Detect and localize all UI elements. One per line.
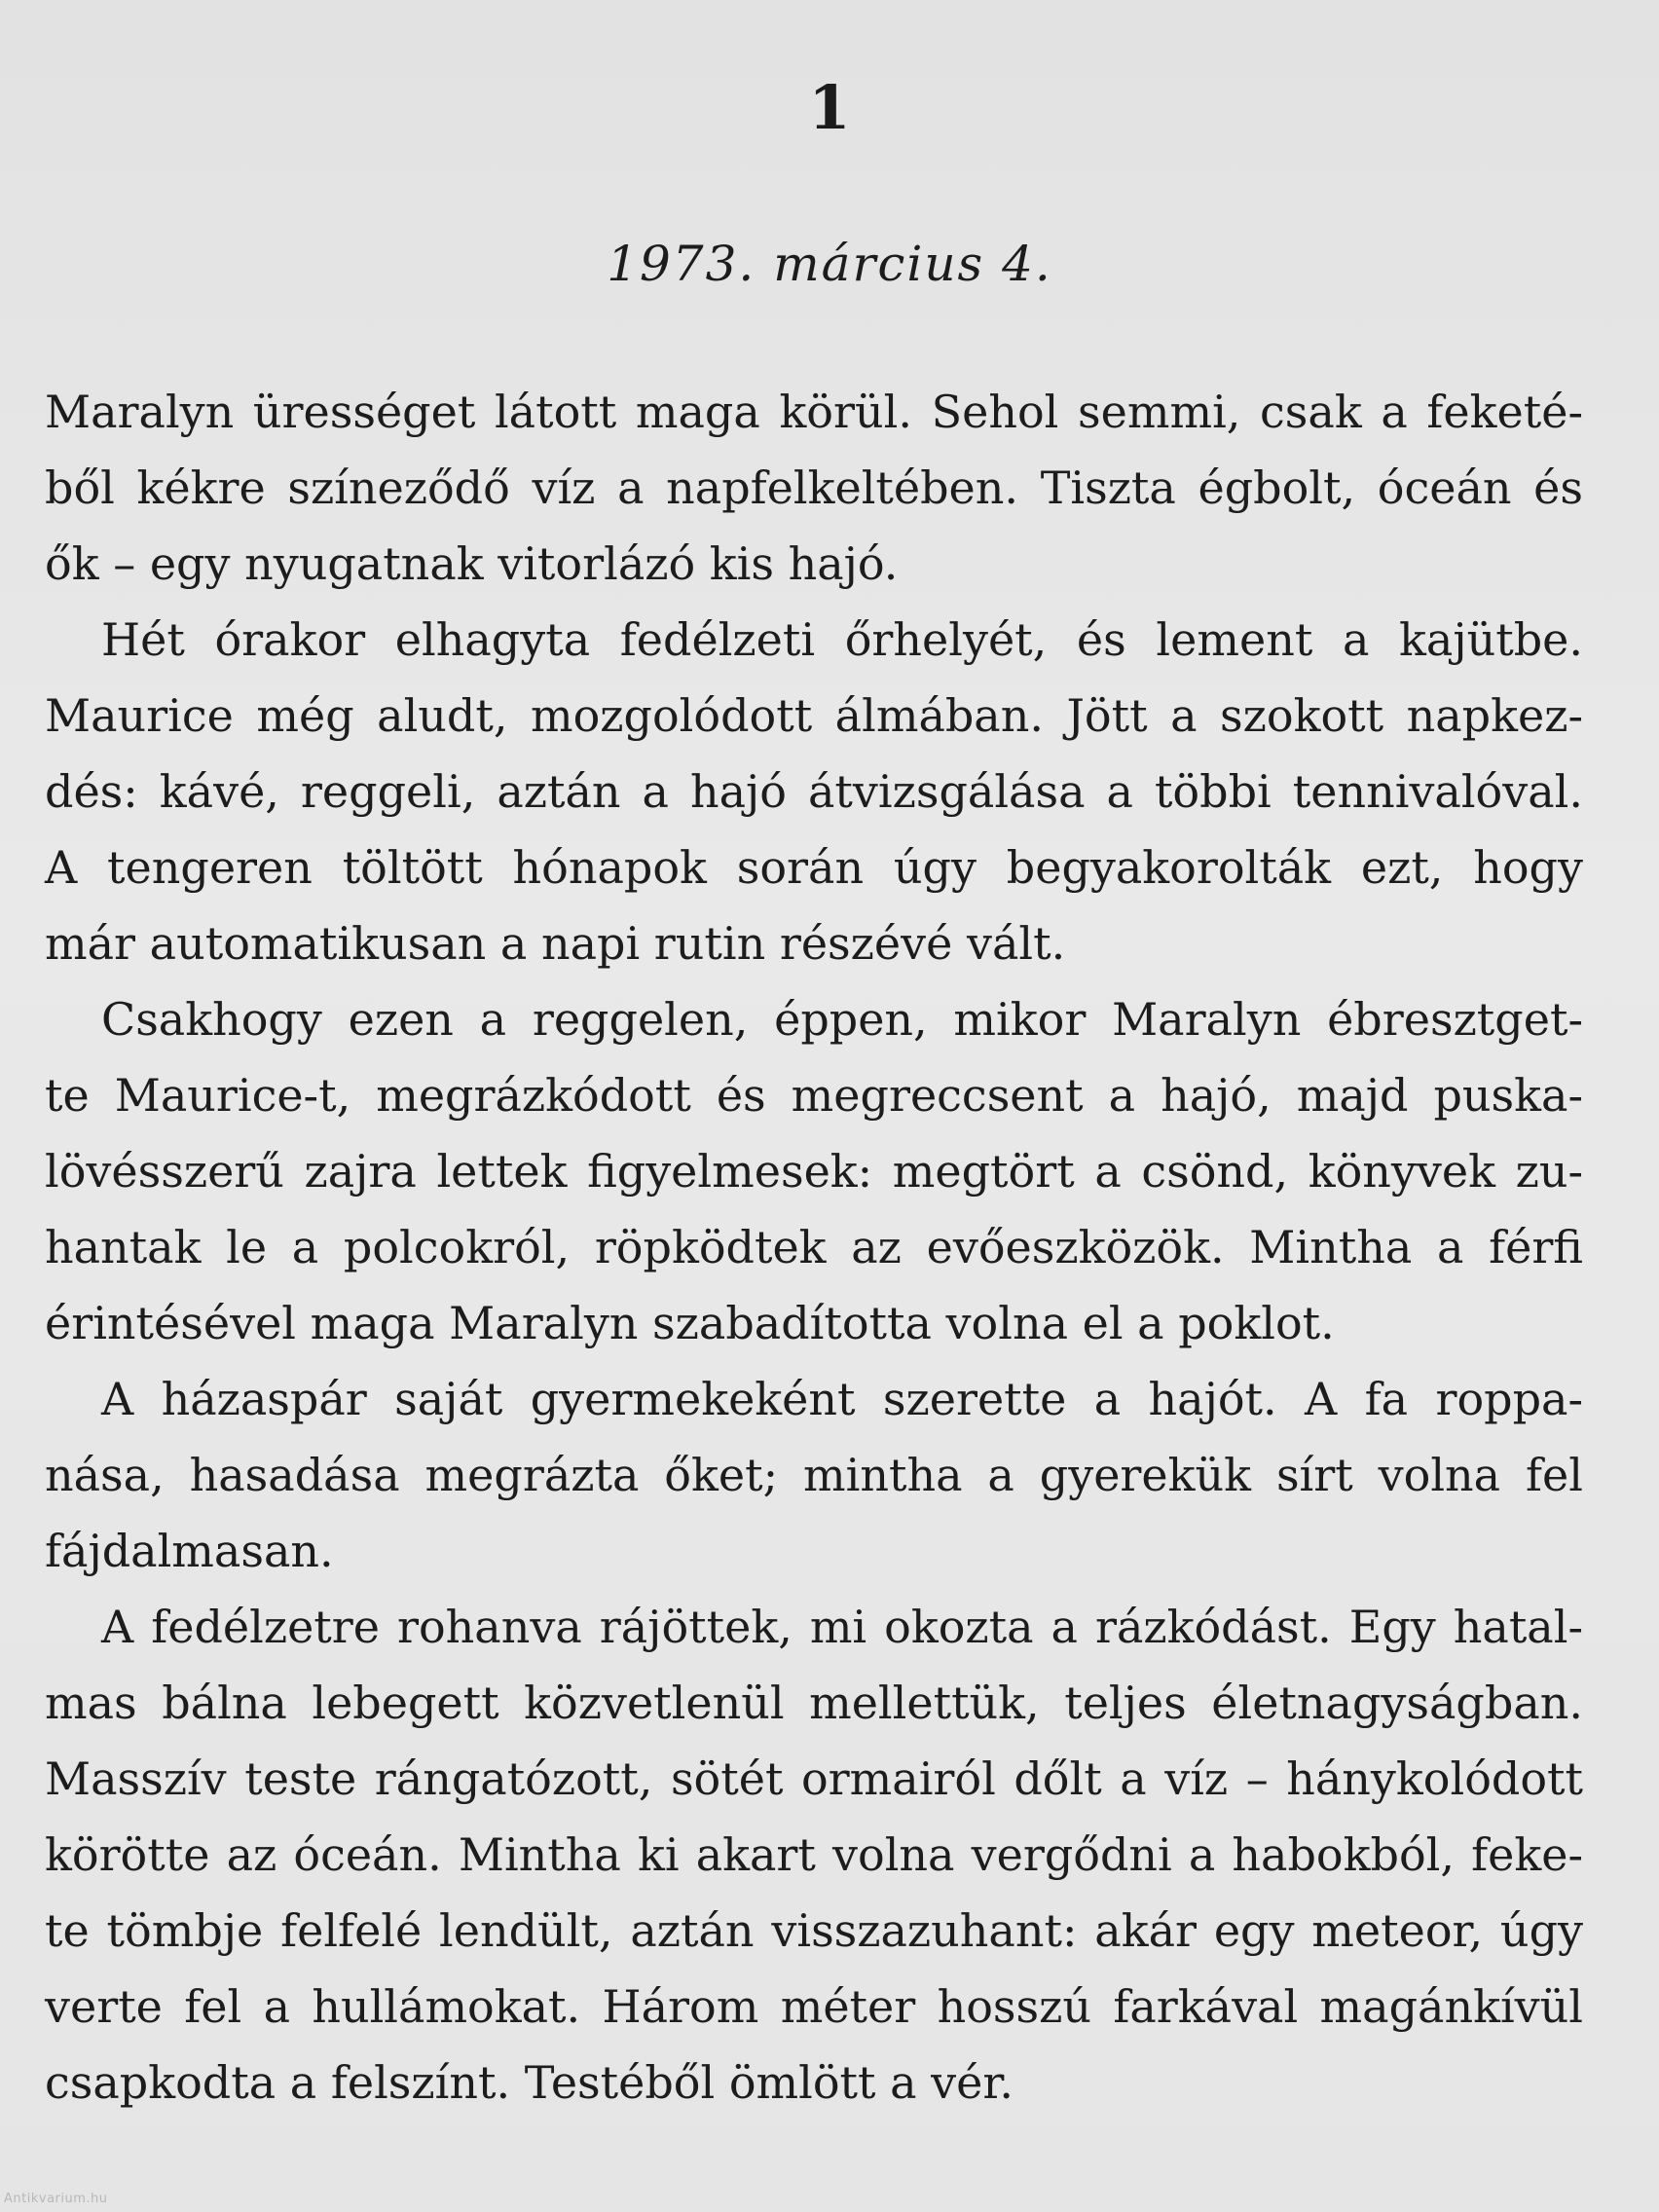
text-line: te tömbje felfelé lendült, aztán visszazuhant: akár egy meteor, úgy: [45, 1904, 1583, 1957]
text-line: csapkodta a felszínt. Testéből ömlött a vér.: [45, 2056, 1014, 2109]
watermark: Antikvarium.hu: [4, 2192, 108, 2206]
body-text: [45, 374, 1583, 2120]
text-line: nása, hasadása megrázta őket; mintha a gyerekük sírt volna fel: [45, 1449, 1583, 1501]
text-line: Csakhogy ezen a reggelen, éppen, mikor Maralyn ébresztget-: [101, 993, 1583, 1046]
text-line: Masszív teste rángatózott, sötét ormairól dőlt a víz – hánykolódott: [45, 1752, 1583, 1805]
text-line: dés: kávé, reggeli, aztán a hajó átvizsgálása a többi tennivalóval.: [45, 765, 1583, 818]
text-line: ből kékre színeződő víz a napfelkeltében. Tiszta égbolt, óceán és: [45, 461, 1583, 514]
text-line: lövésszerű zajra lettek figyelmesek: megtört a csönd, könyvek zu-: [45, 1145, 1583, 1198]
text-line: hantak le a polcokról, röpködtek az evőeszközök. Mintha a férfi: [45, 1221, 1583, 1273]
text-line: fájdalmasan.: [45, 1525, 334, 1577]
text-line: Maralyn ürességet látott maga körül. Sehol semmi, csak a feketé-: [45, 386, 1583, 438]
text-line: érintésével maga Maralyn szabadította volna el a poklot.: [45, 1297, 1335, 1349]
text-line: A tengeren töltött hónapok során úgy begyakorolták ezt, hogy: [45, 841, 1583, 894]
text-line: már automatikusan a napi rutin részévé vált.: [45, 917, 1066, 970]
text-line: A fedélzetre rohanva rájöttek, mi okozta a rázkódást. Egy hatal-: [101, 1601, 1583, 1653]
text-line: A házaspár saját gyermekeként szerette a hajót. A fa roppa-: [101, 1373, 1583, 1425]
chapter-number: 1: [808, 72, 851, 143]
text-line: te Maurice-t, megrázkódott és megreccsent a hajó, majd puska-: [45, 1069, 1583, 1122]
chapter-date: 1973. március 4.: [607, 236, 1052, 292]
text-line: verte fel a hullámokat. Három méter hosszú farkával magánkívül: [45, 1980, 1583, 2033]
text-line: körötte az óceán. Mintha ki akart volna vergődni a habokból, feke-: [45, 1828, 1583, 1881]
text-line: Hét órakor elhagyta fedélzeti őrhelyét, és lement a kajütbe.: [101, 613, 1583, 666]
text-line: ők – egy nyugatnak vitorlázó kis hajó.: [45, 537, 899, 590]
text-line: Maurice még aludt, mozgolódott álmában. Jött a szokott napkez-: [45, 689, 1583, 742]
text-line: mas bálna lebegett közvetlenül mellettük, teljes életnagyságban.: [45, 1677, 1583, 1729]
